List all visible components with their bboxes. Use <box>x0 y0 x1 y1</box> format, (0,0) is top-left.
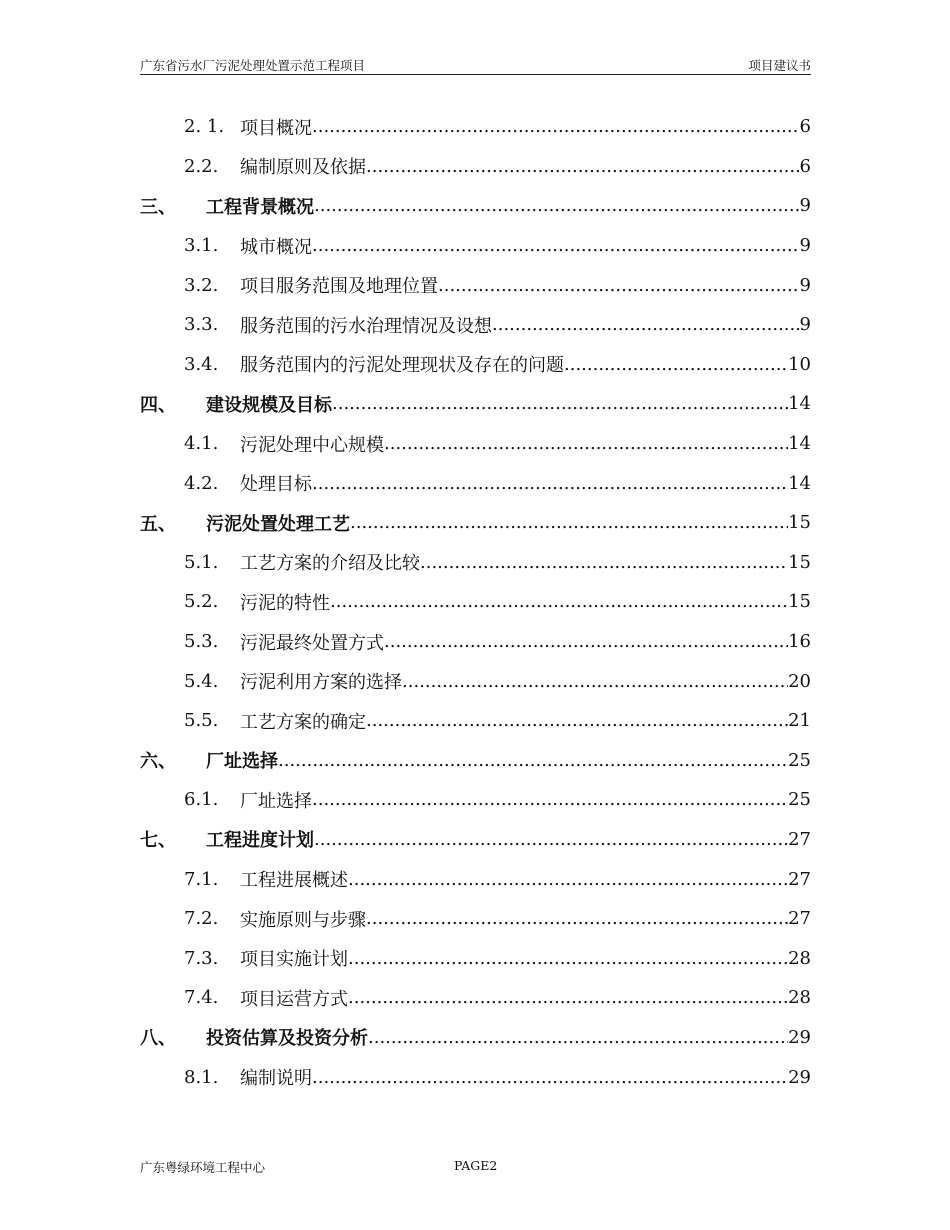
toc-subsection-entry[interactable] <box>140 661 811 701</box>
toc-entry-page: 15 <box>788 591 811 613</box>
toc-entry-title: 处理目标 <box>240 474 312 496</box>
toc-dot-leader <box>314 829 788 850</box>
toc-dot-leader <box>312 116 800 137</box>
toc-entry-page: 9 <box>799 195 811 217</box>
toc-entry-title: 工程进展概述 <box>240 870 348 892</box>
toc-dot-leader <box>368 1027 788 1048</box>
toc-section-entry[interactable] <box>140 384 811 424</box>
toc-entry-title: 服务范围的污水治理情况及设想 <box>240 315 492 337</box>
toc-entry-page: 21 <box>788 710 811 732</box>
toc-entry-number: 2. 1. <box>184 116 225 138</box>
toc-subsection-entry[interactable] <box>140 899 811 939</box>
toc-entry-title: 厂址选择 <box>240 790 312 812</box>
toc-entry-title: 工艺方案的介绍及比较 <box>240 553 420 575</box>
toc-entry-page: 9 <box>799 235 811 257</box>
toc-subsection-entry[interactable] <box>140 424 811 464</box>
toc-dot-leader <box>438 275 800 296</box>
toc-entry-number: 三、 <box>140 196 176 218</box>
toc-subsection-entry[interactable] <box>140 780 811 820</box>
toc-entry-page: 14 <box>788 393 811 415</box>
toc-entry-title: 污泥最终处置方式 <box>240 632 384 654</box>
toc-entry-title: 服务范围内的污泥处理现状及存在的问题 <box>240 355 564 377</box>
toc-entry-page: 28 <box>788 947 811 969</box>
toc-entry-page: 28 <box>788 987 811 1009</box>
toc-entry-title: 项目服务范围及地理位置 <box>240 276 438 298</box>
toc-entry-page: 6 <box>799 116 811 138</box>
toc-dot-leader <box>384 631 788 652</box>
toc-subsection-entry[interactable] <box>140 978 811 1018</box>
toc-entry-number: 八、 <box>140 1028 176 1050</box>
toc-dot-leader <box>312 473 788 494</box>
toc-entry-title: 编制说明 <box>240 1068 312 1090</box>
toc-dot-leader <box>366 908 788 929</box>
toc-subsection-entry[interactable] <box>140 305 811 345</box>
toc-entry-title: 污泥利用方案的选择 <box>240 672 402 694</box>
toc-entry-page: 29 <box>788 1066 811 1088</box>
toc-subsection-entry[interactable] <box>140 1057 811 1097</box>
toc-entry-number: 7.4. <box>184 987 219 1009</box>
toc-entry-page: 14 <box>788 472 811 494</box>
toc-entry-title: 工艺方案的确定 <box>240 711 366 733</box>
toc-dot-leader <box>366 156 800 177</box>
toc-dot-leader <box>366 710 788 731</box>
toc-entry-page: 6 <box>799 155 811 177</box>
toc-entry-page: 15 <box>788 551 811 573</box>
toc-entry-page: 9 <box>799 274 811 296</box>
toc-entry-page: 20 <box>788 670 811 692</box>
toc-dot-leader <box>314 195 800 216</box>
toc-entry-page: 9 <box>799 314 811 336</box>
toc-entry-page: 27 <box>788 908 811 930</box>
toc-entry-number: 5.1. <box>184 551 219 573</box>
toc-dot-leader <box>348 869 788 890</box>
toc-entry-page: 29 <box>788 1026 811 1048</box>
toc-subsection-entry[interactable] <box>140 582 811 622</box>
toc-subsection-entry[interactable] <box>140 463 811 503</box>
toc-subsection-entry[interactable] <box>140 147 811 187</box>
toc-entry-number: 8.1. <box>184 1066 219 1088</box>
toc-entry-number: 3.4. <box>184 353 219 375</box>
toc-subsection-entry[interactable] <box>140 859 811 899</box>
page-header <box>140 56 811 75</box>
toc-entry-number: 四、 <box>140 394 176 416</box>
toc-dot-leader <box>312 1067 788 1088</box>
toc-dot-leader <box>492 314 800 335</box>
toc-entry-number: 7.2. <box>184 908 219 930</box>
toc-entry-number: 3.3. <box>184 314 219 336</box>
toc-entry-title: 实施原则与步骤 <box>240 909 366 931</box>
toc-subsection-entry[interactable] <box>140 622 811 662</box>
toc-entry-title: 项目概况 <box>240 117 312 139</box>
toc-subsection-entry[interactable] <box>140 701 811 741</box>
toc-entry-title: 建设规模及目标 <box>206 394 332 416</box>
toc-entry-number: 5.2. <box>184 591 219 613</box>
toc-entry-title: 投资估算及投资分析 <box>206 1028 368 1050</box>
toc-entry-number: 五、 <box>140 513 176 535</box>
toc-entry-page: 10 <box>788 353 811 375</box>
toc-entry-page: 14 <box>788 433 811 455</box>
footer-page-label: PAGE2 <box>454 1158 498 1173</box>
toc-entry-number: 六、 <box>140 751 176 773</box>
toc-entry-title: 污泥处置处理工艺 <box>206 513 350 535</box>
toc-entry-page: 27 <box>788 868 811 890</box>
toc-entry-number: 6.1. <box>184 789 219 811</box>
toc-dot-leader <box>350 512 788 533</box>
toc-entry-page: 25 <box>788 749 811 771</box>
header-doc-type: 项目建议书 <box>748 58 811 73</box>
toc-entry-number: 3.2. <box>184 274 219 296</box>
toc-section-entry[interactable] <box>140 820 811 860</box>
toc-subsection-entry[interactable] <box>140 265 811 305</box>
toc-dot-leader <box>420 552 788 573</box>
toc-dot-leader <box>312 235 800 256</box>
toc-entry-number: 七、 <box>140 830 176 852</box>
toc-dot-leader <box>348 987 788 1008</box>
toc-entry-title: 项目实施计划 <box>240 949 348 971</box>
toc-entry-number: 4.2. <box>184 472 219 494</box>
toc-section-entry[interactable] <box>140 741 811 781</box>
toc-dot-leader <box>348 948 788 969</box>
toc-section-entry[interactable] <box>140 1018 811 1058</box>
toc-entry-title: 工程背景概况 <box>206 196 314 218</box>
toc-dot-leader <box>564 354 788 375</box>
toc-subsection-entry[interactable] <box>140 107 811 147</box>
toc-entry-title: 编制原则及依据 <box>240 157 366 179</box>
toc-entry-number: 5.4. <box>184 670 219 692</box>
toc-entry-number: 7.1. <box>184 868 219 890</box>
toc-entry-title: 污泥处理中心规模 <box>240 434 384 456</box>
toc-section-entry[interactable] <box>140 186 811 226</box>
toc-entry-title: 工程进度计划 <box>206 830 314 852</box>
toc-subsection-entry[interactable] <box>140 543 811 583</box>
toc-entry-number: 2.2. <box>184 155 219 177</box>
table-of-contents <box>140 107 811 1097</box>
toc-entry-title: 城市概况 <box>240 236 312 258</box>
toc-subsection-entry[interactable] <box>140 226 811 266</box>
toc-section-entry[interactable] <box>140 503 811 543</box>
footer-organization: 广东粤绿环境工程中心 <box>140 1160 266 1175</box>
toc-dot-leader <box>332 393 788 414</box>
toc-entry-title: 项目运营方式 <box>240 988 348 1010</box>
toc-dot-leader <box>402 671 788 692</box>
toc-entry-page: 16 <box>788 631 811 653</box>
toc-dot-leader <box>278 750 788 771</box>
toc-entry-page: 27 <box>788 828 811 850</box>
toc-entry-number: 7.3. <box>184 947 219 969</box>
toc-entry-title: 厂址选择 <box>206 751 278 773</box>
toc-entry-page: 25 <box>788 789 811 811</box>
toc-dot-leader <box>384 433 788 454</box>
toc-entry-page: 15 <box>788 512 811 534</box>
toc-entry-title: 污泥的特性 <box>240 592 330 614</box>
toc-subsection-entry[interactable] <box>140 345 811 385</box>
toc-entry-number: 4.1. <box>184 433 219 455</box>
toc-dot-leader <box>312 789 788 810</box>
toc-entry-number: 5.5. <box>184 710 219 732</box>
header-project-title: 广东省污水厂污泥处理处置示范工程项目 <box>140 58 366 73</box>
toc-entry-number: 3.1. <box>184 235 219 257</box>
toc-dot-leader <box>330 591 788 612</box>
toc-subsection-entry[interactable] <box>140 938 811 978</box>
toc-entry-number: 5.3. <box>184 631 219 653</box>
